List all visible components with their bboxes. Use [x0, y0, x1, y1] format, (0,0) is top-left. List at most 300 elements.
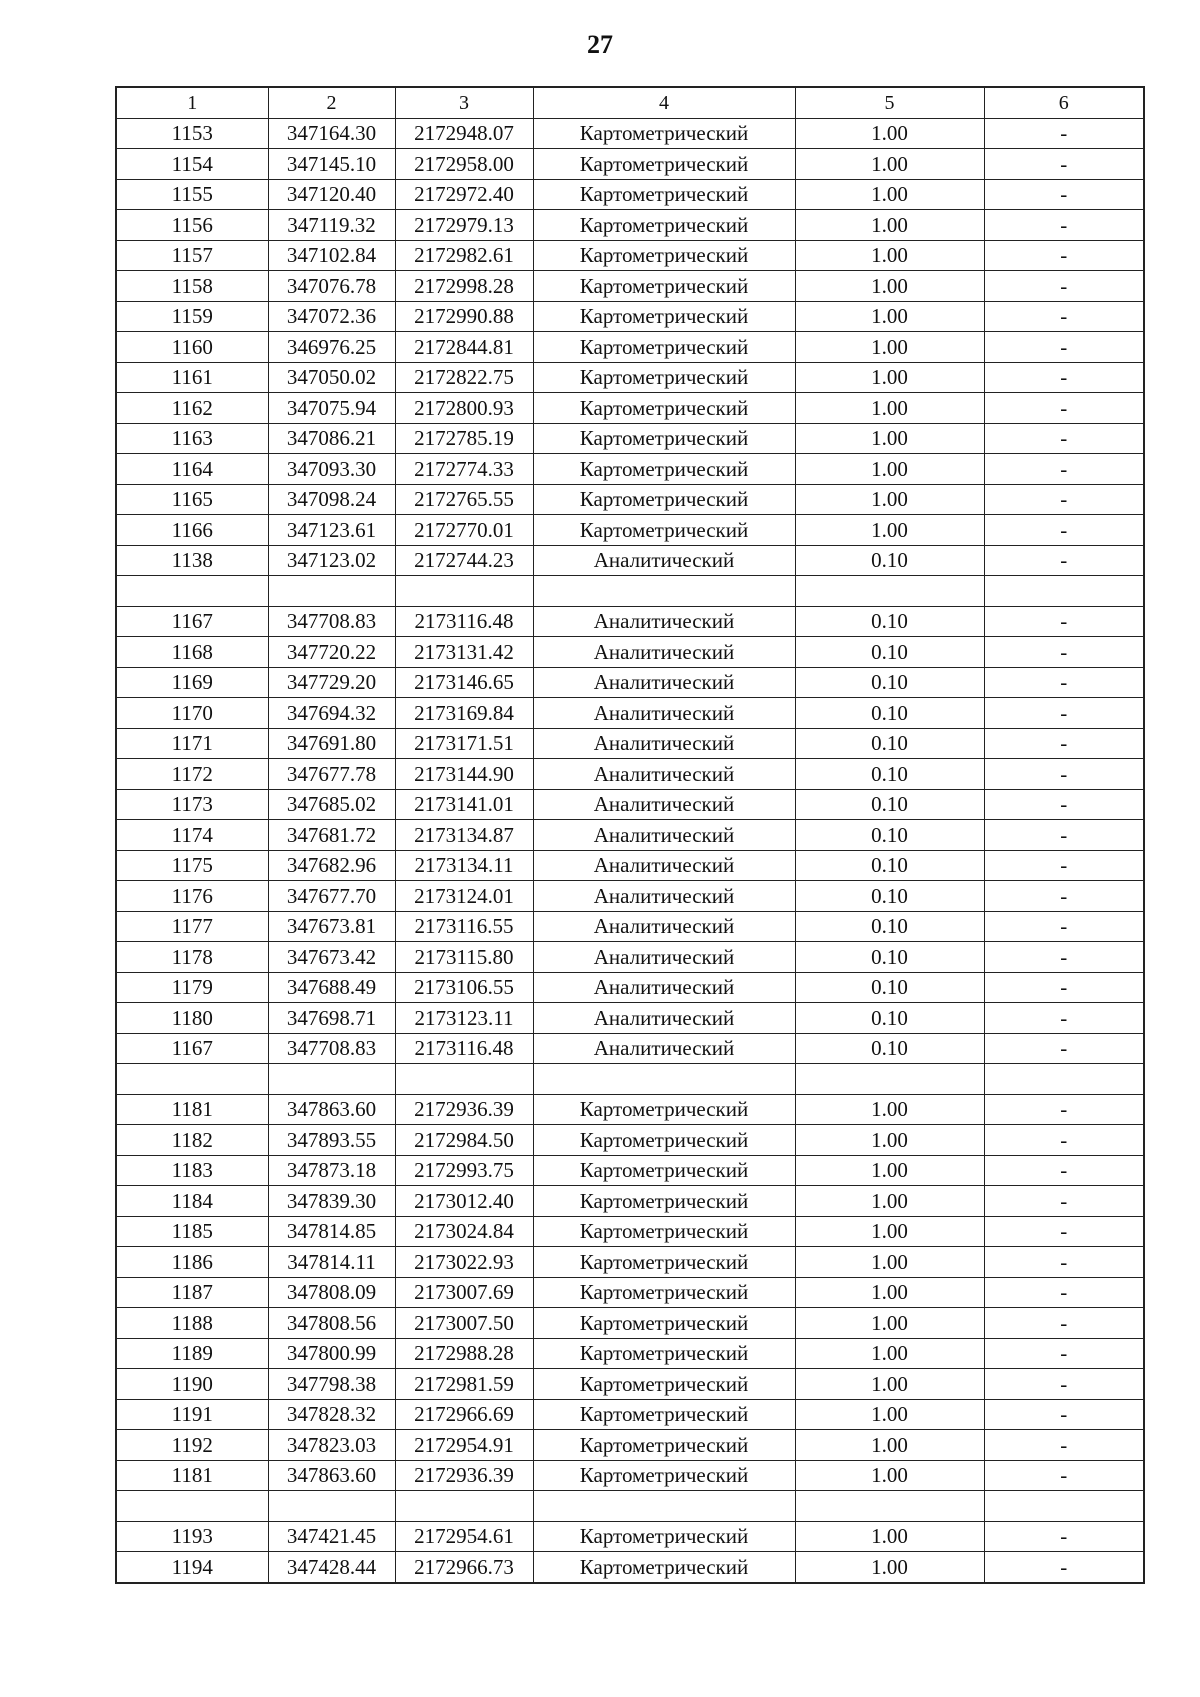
x-coordinate-cell: 347708.83: [268, 606, 395, 637]
accuracy-cell: 0.10: [795, 545, 984, 576]
accuracy-cell: 1.00: [795, 149, 984, 180]
table-row: [116, 1369, 1144, 1400]
method-cell: [533, 1064, 795, 1095]
table-row: [116, 515, 1144, 546]
x-coordinate-cell: 347098.24: [268, 484, 395, 515]
y-coordinate-cell: [395, 576, 533, 607]
x-coordinate-cell: [268, 1064, 395, 1095]
description-cell: -: [984, 393, 1144, 424]
method-cell: Картометрический: [533, 149, 795, 180]
accuracy-cell: 1.00: [795, 1094, 984, 1125]
method-cell: Аналитический: [533, 759, 795, 790]
point-number-cell: 1180: [116, 1003, 268, 1034]
method-cell: Картометрический: [533, 1277, 795, 1308]
method-cell: Картометрический: [533, 1552, 795, 1583]
y-coordinate-cell: 2172954.91: [395, 1430, 533, 1461]
method-cell: Картометрический: [533, 332, 795, 363]
table-header-row: [116, 87, 1144, 118]
point-number-cell: 1177: [116, 911, 268, 942]
y-coordinate-cell: 2172966.69: [395, 1399, 533, 1430]
table-row: [116, 1491, 1144, 1522]
x-coordinate-cell: 347685.02: [268, 789, 395, 820]
y-coordinate-cell: 2173144.90: [395, 759, 533, 790]
x-coordinate-cell: 347863.60: [268, 1460, 395, 1491]
y-coordinate-cell: 2172993.75: [395, 1155, 533, 1186]
point-number-cell: 1170: [116, 698, 268, 729]
point-number-cell: 1169: [116, 667, 268, 698]
description-cell: -: [984, 1277, 1144, 1308]
y-coordinate-cell: 2173134.87: [395, 820, 533, 851]
x-coordinate-cell: 347076.78: [268, 271, 395, 302]
x-coordinate-cell: 347800.99: [268, 1338, 395, 1369]
description-cell: -: [984, 210, 1144, 241]
description-cell: -: [984, 545, 1144, 576]
method-cell: Картометрический: [533, 454, 795, 485]
x-coordinate-cell: 347673.81: [268, 911, 395, 942]
x-coordinate-cell: 347050.02: [268, 362, 395, 393]
table-row: [116, 362, 1144, 393]
method-cell: Аналитический: [533, 942, 795, 973]
x-coordinate-cell: 347863.60: [268, 1094, 395, 1125]
point-number-cell: 1161: [116, 362, 268, 393]
accuracy-cell: 0.10: [795, 728, 984, 759]
y-coordinate-cell: 2173171.51: [395, 728, 533, 759]
x-coordinate-cell: 347828.32: [268, 1399, 395, 1430]
accuracy-cell: 1.00: [795, 1308, 984, 1339]
y-coordinate-cell: 2173115.80: [395, 942, 533, 973]
x-coordinate-cell: 347893.55: [268, 1125, 395, 1156]
point-number-cell: [116, 1491, 268, 1522]
point-number-cell: 1174: [116, 820, 268, 851]
table-row: [116, 149, 1144, 180]
y-coordinate-cell: 2172774.33: [395, 454, 533, 485]
description-cell: -: [984, 1460, 1144, 1491]
accuracy-cell: 1.00: [795, 1552, 984, 1583]
column-header: 6: [984, 87, 1144, 118]
accuracy-cell: 1.00: [795, 1369, 984, 1400]
table-row: [116, 1338, 1144, 1369]
y-coordinate-cell: 2172998.28: [395, 271, 533, 302]
accuracy-cell: 1.00: [795, 515, 984, 546]
accuracy-cell: 1.00: [795, 301, 984, 332]
x-coordinate-cell: 347123.02: [268, 545, 395, 576]
accuracy-cell: 0.10: [795, 942, 984, 973]
y-coordinate-cell: 2172981.59: [395, 1369, 533, 1400]
point-number-cell: 1184: [116, 1186, 268, 1217]
x-coordinate-cell: 347681.72: [268, 820, 395, 851]
method-cell: Картометрический: [533, 1216, 795, 1247]
description-cell: -: [984, 942, 1144, 973]
accuracy-cell: 1.00: [795, 1277, 984, 1308]
x-coordinate-cell: 347086.21: [268, 423, 395, 454]
table-row: [116, 850, 1144, 881]
method-cell: Картометрический: [533, 1521, 795, 1552]
table-row: [116, 271, 1144, 302]
description-cell: -: [984, 759, 1144, 790]
y-coordinate-cell: 2172988.28: [395, 1338, 533, 1369]
accuracy-cell: 1.00: [795, 332, 984, 363]
description-cell: -: [984, 1247, 1144, 1278]
point-number-cell: 1182: [116, 1125, 268, 1156]
description-cell: -: [984, 1094, 1144, 1125]
method-cell: Аналитический: [533, 850, 795, 881]
description-cell: -: [984, 271, 1144, 302]
point-number-cell: 1172: [116, 759, 268, 790]
table-row: [116, 1460, 1144, 1491]
accuracy-cell: 0.10: [795, 820, 984, 851]
table-row: [116, 1247, 1144, 1278]
table-row: [116, 1186, 1144, 1217]
point-number-cell: 1138: [116, 545, 268, 576]
point-number-cell: 1153: [116, 118, 268, 149]
page-number: 27: [587, 30, 613, 59]
table-row: [116, 1003, 1144, 1034]
point-number-cell: [116, 1064, 268, 1095]
description-cell: -: [984, 423, 1144, 454]
description-cell: -: [984, 454, 1144, 485]
accuracy-cell: 1.00: [795, 1155, 984, 1186]
accuracy-cell: 0.10: [795, 850, 984, 881]
x-coordinate-cell: 347421.45: [268, 1521, 395, 1552]
accuracy-cell: 0.10: [795, 1033, 984, 1064]
description-cell: [984, 1491, 1144, 1522]
table-row: [116, 545, 1144, 576]
y-coordinate-cell: 2173146.65: [395, 667, 533, 698]
accuracy-cell: 0.10: [795, 972, 984, 1003]
accuracy-cell: 0.10: [795, 606, 984, 637]
y-coordinate-cell: 2172958.00: [395, 149, 533, 180]
method-cell: Аналитический: [533, 606, 795, 637]
accuracy-cell: 1.00: [795, 484, 984, 515]
y-coordinate-cell: 2173106.55: [395, 972, 533, 1003]
table-row: [116, 1064, 1144, 1095]
table-row: [116, 1430, 1144, 1461]
accuracy-cell: 0.10: [795, 698, 984, 729]
x-coordinate-cell: 347075.94: [268, 393, 395, 424]
point-number-cell: 1154: [116, 149, 268, 180]
y-coordinate-cell: 2172966.73: [395, 1552, 533, 1583]
point-number-cell: 1188: [116, 1308, 268, 1339]
x-coordinate-cell: 346976.25: [268, 332, 395, 363]
description-cell: -: [984, 698, 1144, 729]
description-cell: [984, 576, 1144, 607]
table-row: [116, 423, 1144, 454]
point-number-cell: 1179: [116, 972, 268, 1003]
point-number-cell: 1158: [116, 271, 268, 302]
table-row: [116, 179, 1144, 210]
accuracy-cell: 1.00: [795, 362, 984, 393]
description-cell: -: [984, 1003, 1144, 1034]
method-cell: Картометрический: [533, 1369, 795, 1400]
method-cell: [533, 1491, 795, 1522]
accuracy-cell: 0.10: [795, 759, 984, 790]
table-row: [116, 301, 1144, 332]
method-cell: Аналитический: [533, 972, 795, 1003]
x-coordinate-cell: 347428.44: [268, 1552, 395, 1583]
table-row: [116, 881, 1144, 912]
y-coordinate-cell: [395, 1491, 533, 1522]
accuracy-cell: 1.00: [795, 393, 984, 424]
y-coordinate-cell: 2173012.40: [395, 1186, 533, 1217]
description-cell: -: [984, 667, 1144, 698]
point-number-cell: 1185: [116, 1216, 268, 1247]
accuracy-cell: 1.00: [795, 1399, 984, 1430]
accuracy-cell: 1.00: [795, 1430, 984, 1461]
table-row: [116, 911, 1144, 942]
x-coordinate-cell: 347682.96: [268, 850, 395, 881]
y-coordinate-cell: 2172785.19: [395, 423, 533, 454]
point-number-cell: 1160: [116, 332, 268, 363]
point-number-cell: [116, 576, 268, 607]
point-number-cell: 1159: [116, 301, 268, 332]
x-coordinate-cell: 347798.38: [268, 1369, 395, 1400]
accuracy-cell: 1.00: [795, 118, 984, 149]
description-cell: -: [984, 972, 1144, 1003]
method-cell: Аналитический: [533, 1033, 795, 1064]
description-cell: -: [984, 820, 1144, 851]
point-number-cell: 1162: [116, 393, 268, 424]
method-cell: Аналитический: [533, 698, 795, 729]
y-coordinate-cell: 2173116.48: [395, 606, 533, 637]
x-coordinate-cell: 347839.30: [268, 1186, 395, 1217]
table-row: [116, 332, 1144, 363]
table-row: [116, 1399, 1144, 1430]
x-coordinate-cell: 347677.70: [268, 881, 395, 912]
coordinates-table: [115, 86, 1145, 1584]
method-cell: Аналитический: [533, 667, 795, 698]
x-coordinate-cell: 347164.30: [268, 118, 395, 149]
point-number-cell: 1191: [116, 1399, 268, 1430]
y-coordinate-cell: 2173123.11: [395, 1003, 533, 1034]
method-cell: Картометрический: [533, 118, 795, 149]
point-number-cell: 1189: [116, 1338, 268, 1369]
description-cell: -: [984, 1033, 1144, 1064]
accuracy-cell: 1.00: [795, 210, 984, 241]
method-cell: Картометрический: [533, 1338, 795, 1369]
description-cell: -: [984, 911, 1144, 942]
accuracy-cell: 1.00: [795, 240, 984, 271]
accuracy-cell: 0.10: [795, 637, 984, 668]
accuracy-cell: 1.00: [795, 1186, 984, 1217]
y-coordinate-cell: 2172770.01: [395, 515, 533, 546]
method-cell: Картометрический: [533, 1247, 795, 1278]
x-coordinate-cell: 347814.85: [268, 1216, 395, 1247]
table-row: [116, 667, 1144, 698]
point-number-cell: 1176: [116, 881, 268, 912]
table-row: [116, 759, 1144, 790]
x-coordinate-cell: 347120.40: [268, 179, 395, 210]
x-coordinate-cell: 347708.83: [268, 1033, 395, 1064]
point-number-cell: 1165: [116, 484, 268, 515]
accuracy-cell: 0.10: [795, 789, 984, 820]
column-header: 4: [533, 87, 795, 118]
accuracy-cell: 0.10: [795, 667, 984, 698]
accuracy-cell: 0.10: [795, 911, 984, 942]
accuracy-cell: 0.10: [795, 1003, 984, 1034]
description-cell: -: [984, 179, 1144, 210]
accuracy-cell: 1.00: [795, 1216, 984, 1247]
y-coordinate-cell: 2172936.39: [395, 1460, 533, 1491]
description-cell: -: [984, 1369, 1144, 1400]
x-coordinate-cell: 347102.84: [268, 240, 395, 271]
point-number-cell: 1164: [116, 454, 268, 485]
y-coordinate-cell: 2173007.50: [395, 1308, 533, 1339]
method-cell: Картометрический: [533, 1186, 795, 1217]
accuracy-cell: 1.00: [795, 179, 984, 210]
y-coordinate-cell: 2173116.48: [395, 1033, 533, 1064]
y-coordinate-cell: 2173134.11: [395, 850, 533, 881]
description-cell: -: [984, 637, 1144, 668]
x-coordinate-cell: 347814.11: [268, 1247, 395, 1278]
description-cell: -: [984, 240, 1144, 271]
table-row: [116, 1155, 1144, 1186]
accuracy-cell: 0.10: [795, 881, 984, 912]
table-row: [116, 728, 1144, 759]
point-number-cell: 1193: [116, 1521, 268, 1552]
description-cell: -: [984, 1430, 1144, 1461]
description-cell: -: [984, 1521, 1144, 1552]
point-number-cell: 1175: [116, 850, 268, 881]
point-number-cell: 1155: [116, 179, 268, 210]
table-row: [116, 942, 1144, 973]
method-cell: Картометрический: [533, 240, 795, 271]
column-header: 1: [116, 87, 268, 118]
method-cell: Аналитический: [533, 1003, 795, 1034]
y-coordinate-cell: 2172984.50: [395, 1125, 533, 1156]
accuracy-cell: 1.00: [795, 1521, 984, 1552]
y-coordinate-cell: 2172990.88: [395, 301, 533, 332]
description-cell: -: [984, 1186, 1144, 1217]
point-number-cell: 1181: [116, 1460, 268, 1491]
y-coordinate-cell: 2172844.81: [395, 332, 533, 363]
description-cell: -: [984, 1552, 1144, 1583]
method-cell: Аналитический: [533, 881, 795, 912]
method-cell: Картометрический: [533, 301, 795, 332]
accuracy-cell: 1.00: [795, 1338, 984, 1369]
point-number-cell: 1167: [116, 1033, 268, 1064]
point-number-cell: 1163: [116, 423, 268, 454]
description-cell: [984, 1064, 1144, 1095]
accuracy-cell: 1.00: [795, 1247, 984, 1278]
table-row: [116, 454, 1144, 485]
description-cell: -: [984, 1338, 1144, 1369]
y-coordinate-cell: 2172744.23: [395, 545, 533, 576]
y-coordinate-cell: 2173131.42: [395, 637, 533, 668]
x-coordinate-cell: [268, 576, 395, 607]
table-row: [116, 820, 1144, 851]
point-number-cell: 1192: [116, 1430, 268, 1461]
point-number-cell: 1168: [116, 637, 268, 668]
y-coordinate-cell: 2173022.93: [395, 1247, 533, 1278]
y-coordinate-cell: 2173024.84: [395, 1216, 533, 1247]
description-cell: -: [984, 118, 1144, 149]
x-coordinate-cell: 347093.30: [268, 454, 395, 485]
description-cell: -: [984, 1308, 1144, 1339]
method-cell: Картометрический: [533, 362, 795, 393]
point-number-cell: 1173: [116, 789, 268, 820]
x-coordinate-cell: 347677.78: [268, 759, 395, 790]
x-coordinate-cell: 347694.32: [268, 698, 395, 729]
table-row: [116, 484, 1144, 515]
table-row: [116, 576, 1144, 607]
y-coordinate-cell: 2173116.55: [395, 911, 533, 942]
accuracy-cell: [795, 1064, 984, 1095]
method-cell: Аналитический: [533, 637, 795, 668]
x-coordinate-cell: 347698.71: [268, 1003, 395, 1034]
method-cell: Аналитический: [533, 820, 795, 851]
point-number-cell: 1183: [116, 1155, 268, 1186]
point-number-cell: 1171: [116, 728, 268, 759]
x-coordinate-cell: 347691.80: [268, 728, 395, 759]
point-number-cell: 1194: [116, 1552, 268, 1583]
accuracy-cell: 1.00: [795, 271, 984, 302]
y-coordinate-cell: [395, 1064, 533, 1095]
table-row: [116, 393, 1144, 424]
column-header: 5: [795, 87, 984, 118]
method-cell: Картометрический: [533, 210, 795, 241]
description-cell: -: [984, 789, 1144, 820]
description-cell: -: [984, 1155, 1144, 1186]
method-cell: Картометрический: [533, 1125, 795, 1156]
x-coordinate-cell: 347808.56: [268, 1308, 395, 1339]
description-cell: -: [984, 332, 1144, 363]
x-coordinate-cell: 347873.18: [268, 1155, 395, 1186]
column-header: 2: [268, 87, 395, 118]
point-number-cell: 1181: [116, 1094, 268, 1125]
method-cell: Картометрический: [533, 1399, 795, 1430]
x-coordinate-cell: 347688.49: [268, 972, 395, 1003]
point-number-cell: 1187: [116, 1277, 268, 1308]
method-cell: Картометрический: [533, 1430, 795, 1461]
method-cell: Картометрический: [533, 393, 795, 424]
table-row: [116, 240, 1144, 271]
point-number-cell: 1190: [116, 1369, 268, 1400]
y-coordinate-cell: 2173007.69: [395, 1277, 533, 1308]
table-row: [116, 1216, 1144, 1247]
point-number-cell: 1178: [116, 942, 268, 973]
description-cell: -: [984, 850, 1144, 881]
column-header: 3: [395, 87, 533, 118]
description-cell: -: [984, 362, 1144, 393]
method-cell: [533, 576, 795, 607]
method-cell: Картометрический: [533, 1460, 795, 1491]
table-row: [116, 210, 1144, 241]
table-row: [116, 637, 1144, 668]
x-coordinate-cell: 347119.32: [268, 210, 395, 241]
x-coordinate-cell: 347808.09: [268, 1277, 395, 1308]
table-body: [116, 118, 1144, 1583]
x-coordinate-cell: 347823.03: [268, 1430, 395, 1461]
method-cell: Аналитический: [533, 728, 795, 759]
x-coordinate-cell: 347720.22: [268, 637, 395, 668]
method-cell: Аналитический: [533, 911, 795, 942]
y-coordinate-cell: 2173169.84: [395, 698, 533, 729]
x-coordinate-cell: 347072.36: [268, 301, 395, 332]
description-cell: -: [984, 1216, 1144, 1247]
table-row: [116, 1521, 1144, 1552]
table-row: [116, 1308, 1144, 1339]
method-cell: Картометрический: [533, 179, 795, 210]
accuracy-cell: 1.00: [795, 1460, 984, 1491]
table-row: [116, 1552, 1144, 1583]
table-row: [116, 698, 1144, 729]
y-coordinate-cell: 2172979.13: [395, 210, 533, 241]
table-row: [116, 1277, 1144, 1308]
x-coordinate-cell: 347673.42: [268, 942, 395, 973]
method-cell: Картометрический: [533, 1308, 795, 1339]
method-cell: Картометрический: [533, 271, 795, 302]
method-cell: Картометрический: [533, 423, 795, 454]
